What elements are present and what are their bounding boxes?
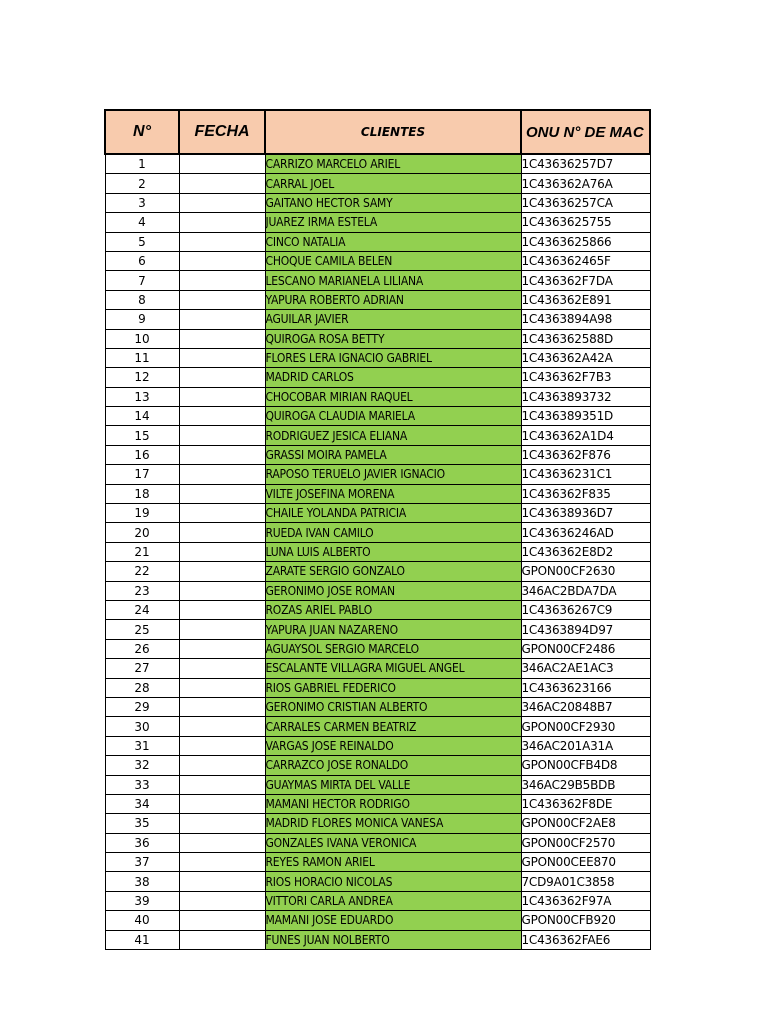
table-row <box>105 600 650 619</box>
row-fecha <box>179 387 265 406</box>
row-onu-mac: 1C43636231C1 <box>521 465 650 484</box>
table-row <box>105 465 650 484</box>
row-fecha <box>179 794 265 813</box>
table-row <box>105 174 650 193</box>
row-onu-mac: 1C43636257CA <box>521 193 650 212</box>
header-clientes: CLIENTES <box>265 110 521 154</box>
row-onu-mac: 1C4363625866 <box>521 232 650 251</box>
table-row <box>105 154 650 174</box>
row-onu-mac: 1C436362A76A <box>521 174 650 193</box>
table-row <box>105 891 650 910</box>
row-number: 35 <box>105 814 179 833</box>
row-number: 33 <box>105 775 179 794</box>
table-row <box>105 348 650 367</box>
row-cliente: CARRAZCO JOSE RONALDO <box>265 756 521 775</box>
row-number: 1 <box>105 154 179 174</box>
row-cliente: RUEDA IVAN CAMILO <box>265 523 521 542</box>
row-onu-mac: 1C436362A1D4 <box>521 426 650 445</box>
row-fecha <box>179 814 265 833</box>
row-number: 13 <box>105 387 179 406</box>
table-row <box>105 407 650 426</box>
row-number: 11 <box>105 348 179 367</box>
row-onu-mac: 1C436362FAE6 <box>521 930 650 949</box>
table-row <box>105 484 650 503</box>
row-fecha <box>179 174 265 193</box>
row-number: 19 <box>105 504 179 523</box>
row-cliente: REYES RAMON ARIEL <box>265 853 521 872</box>
row-cliente: CHOQUE CAMILA BELEN <box>265 251 521 270</box>
row-fecha <box>179 504 265 523</box>
row-cliente: RIOS GABRIEL FEDERICO <box>265 678 521 697</box>
row-cliente: QUIROGA CLAUDIA MARIELA <box>265 407 521 426</box>
row-onu-mac: 1C43636246AD <box>521 523 650 542</box>
row-cliente: VITTORI CARLA ANDREA <box>265 891 521 910</box>
row-number: 37 <box>105 853 179 872</box>
row-onu-mac: 1C436362A42A <box>521 348 650 367</box>
row-number: 17 <box>105 465 179 484</box>
row-fecha <box>179 775 265 794</box>
row-number: 16 <box>105 445 179 464</box>
row-onu-mac: GPON00CF2486 <box>521 639 650 658</box>
row-onu-mac: 1C436362588D <box>521 329 650 348</box>
row-fecha <box>179 659 265 678</box>
row-cliente: AGUILAR JAVIER <box>265 310 521 329</box>
row-onu-mac: 1C4363894A98 <box>521 310 650 329</box>
row-onu-mac: 1C43636267C9 <box>521 600 650 619</box>
row-number: 21 <box>105 542 179 561</box>
row-number: 14 <box>105 407 179 426</box>
row-number: 36 <box>105 833 179 852</box>
row-fecha <box>179 213 265 232</box>
row-fecha <box>179 833 265 852</box>
table-row <box>105 562 650 581</box>
row-fecha <box>179 368 265 387</box>
row-cliente: VARGAS JOSE REINALDO <box>265 736 521 755</box>
row-fecha <box>179 930 265 949</box>
row-onu-mac: 346AC20848B7 <box>521 697 650 716</box>
row-number: 20 <box>105 523 179 542</box>
table-row <box>105 504 650 523</box>
table-row <box>105 756 650 775</box>
row-number: 6 <box>105 251 179 270</box>
row-cliente: YAPURA ROBERTO ADRIAN <box>265 290 521 309</box>
row-number: 10 <box>105 329 179 348</box>
table-row <box>105 853 650 872</box>
row-number: 39 <box>105 891 179 910</box>
row-cliente: GERONIMO CRISTIAN ALBERTO <box>265 697 521 716</box>
row-fecha <box>179 271 265 290</box>
row-onu-mac: 1C4363623166 <box>521 678 650 697</box>
table-row <box>105 872 650 891</box>
row-number: 5 <box>105 232 179 251</box>
table-row <box>105 814 650 833</box>
table-row <box>105 736 650 755</box>
row-number: 32 <box>105 756 179 775</box>
row-cliente: GERONIMO JOSE ROMAN <box>265 581 521 600</box>
table-row <box>105 911 650 930</box>
row-fecha <box>179 562 265 581</box>
row-onu-mac: 1C436362E891 <box>521 290 650 309</box>
table-body <box>105 154 650 950</box>
row-cliente: CHAILE YOLANDA PATRICIA <box>265 504 521 523</box>
row-cliente: ESCALANTE VILLAGRA MIGUEL ANGEL <box>265 659 521 678</box>
header-number: N° <box>105 110 179 154</box>
table-row <box>105 193 650 212</box>
row-fecha <box>179 600 265 619</box>
table-row <box>105 251 650 270</box>
row-onu-mac: 1C436362F876 <box>521 445 650 464</box>
row-fecha <box>179 639 265 658</box>
row-fecha <box>179 581 265 600</box>
row-number: 26 <box>105 639 179 658</box>
row-number: 31 <box>105 736 179 755</box>
row-fecha <box>179 232 265 251</box>
row-number: 28 <box>105 678 179 697</box>
row-fecha <box>179 542 265 561</box>
table-row <box>105 717 650 736</box>
row-fecha <box>179 290 265 309</box>
row-cliente: RAPOSO TERUELO JAVIER IGNACIO <box>265 465 521 484</box>
row-onu-mac: 1C4363625755 <box>521 213 650 232</box>
row-onu-mac: GPON00CFB4D8 <box>521 756 650 775</box>
row-fecha <box>179 736 265 755</box>
row-cliente: CARRAL JOEL <box>265 174 521 193</box>
row-fecha <box>179 620 265 639</box>
row-onu-mac: GPON00CFB920 <box>521 911 650 930</box>
row-number: 9 <box>105 310 179 329</box>
row-cliente: RODRIGUEZ JESICA ELIANA <box>265 426 521 445</box>
row-onu-mac: 7CD9A01C3858 <box>521 872 650 891</box>
row-fecha <box>179 678 265 697</box>
header-row <box>105 110 650 154</box>
row-cliente: GUAYMAS MIRTA DEL VALLE <box>265 775 521 794</box>
table-row <box>105 930 650 949</box>
table-row <box>105 833 650 852</box>
row-cliente: AGUAYSOL SERGIO MARCELO <box>265 639 521 658</box>
table-row <box>105 775 650 794</box>
row-cliente: MADRID FLORES MONICA VANESA <box>265 814 521 833</box>
row-onu-mac: 1C436362F7B3 <box>521 368 650 387</box>
row-cliente: MAMANI JOSE EDUARDO <box>265 911 521 930</box>
row-onu-mac: GPON00CEE870 <box>521 853 650 872</box>
row-onu-mac: 1C436362465F <box>521 251 650 270</box>
row-cliente: VILTE JOSEFINA MORENA <box>265 484 521 503</box>
row-onu-mac: 1C43638936D7 <box>521 504 650 523</box>
row-cliente: GAITANO HECTOR SAMY <box>265 193 521 212</box>
row-number: 18 <box>105 484 179 503</box>
row-cliente: GONZALES IVANA VERONICA <box>265 833 521 852</box>
table-row <box>105 620 650 639</box>
row-onu-mac: 1C436362F7DA <box>521 271 650 290</box>
table-row <box>105 310 650 329</box>
table-row <box>105 542 650 561</box>
row-onu-mac: 1C436362F835 <box>521 484 650 503</box>
row-fecha <box>179 911 265 930</box>
row-onu-mac: 1C43636257D7 <box>521 154 650 174</box>
row-fecha <box>179 154 265 174</box>
table-row <box>105 678 650 697</box>
row-cliente: RIOS HORACIO NICOLAS <box>265 872 521 891</box>
table-row <box>105 368 650 387</box>
row-fecha <box>179 310 265 329</box>
table-row <box>105 213 650 232</box>
table-row <box>105 232 650 251</box>
row-onu-mac: 1C436362F97A <box>521 891 650 910</box>
row-onu-mac: GPON00CF2930 <box>521 717 650 736</box>
row-fecha <box>179 523 265 542</box>
row-number: 24 <box>105 600 179 619</box>
row-onu-mac: 1C436362F8DE <box>521 794 650 813</box>
table-row <box>105 329 650 348</box>
row-number: 12 <box>105 368 179 387</box>
row-onu-mac: 346AC2AE1AC3 <box>521 659 650 678</box>
clients-table <box>104 109 651 950</box>
table-row <box>105 697 650 716</box>
row-onu-mac: 1C436389351D <box>521 407 650 426</box>
row-number: 34 <box>105 794 179 813</box>
table-row <box>105 445 650 464</box>
row-number: 2 <box>105 174 179 193</box>
row-number: 38 <box>105 872 179 891</box>
row-cliente: CHOCOBAR MIRIAN RAQUEL <box>265 387 521 406</box>
row-number: 25 <box>105 620 179 639</box>
row-fecha <box>179 407 265 426</box>
row-fecha <box>179 717 265 736</box>
row-fecha <box>179 891 265 910</box>
row-number: 4 <box>105 213 179 232</box>
row-onu-mac: GPON00CF2570 <box>521 833 650 852</box>
row-number: 3 <box>105 193 179 212</box>
row-fecha <box>179 251 265 270</box>
row-cliente: ROZAS ARIEL PABLO <box>265 600 521 619</box>
row-number: 41 <box>105 930 179 949</box>
table-row <box>105 581 650 600</box>
table-row <box>105 659 650 678</box>
row-cliente: CINCO NATALIA <box>265 232 521 251</box>
row-cliente: MADRID CARLOS <box>265 368 521 387</box>
header-fecha: FECHA <box>179 110 265 154</box>
row-fecha <box>179 329 265 348</box>
row-onu-mac: 1C4363894D97 <box>521 620 650 639</box>
row-number: 30 <box>105 717 179 736</box>
row-fecha <box>179 872 265 891</box>
row-onu-mac: GPON00CF2AE8 <box>521 814 650 833</box>
row-onu-mac: 346AC29B5BDB <box>521 775 650 794</box>
table-row <box>105 271 650 290</box>
row-cliente: JUAREZ IRMA ESTELA <box>265 213 521 232</box>
row-fecha <box>179 348 265 367</box>
row-cliente: CARRIZO MARCELO ARIEL <box>265 154 521 174</box>
row-onu-mac: 1C436362E8D2 <box>521 542 650 561</box>
table-row <box>105 639 650 658</box>
row-number: 23 <box>105 581 179 600</box>
row-onu-mac: 1C4363893732 <box>521 387 650 406</box>
row-number: 8 <box>105 290 179 309</box>
row-number: 22 <box>105 562 179 581</box>
row-fecha <box>179 756 265 775</box>
row-fecha <box>179 426 265 445</box>
header-onu-mac: ONU N° DE MAC <box>521 110 650 154</box>
row-cliente: GRASSI MOIRA PAMELA <box>265 445 521 464</box>
row-number: 15 <box>105 426 179 445</box>
table-row <box>105 387 650 406</box>
row-cliente: FLORES LERA IGNACIO GABRIEL <box>265 348 521 367</box>
row-number: 27 <box>105 659 179 678</box>
row-number: 29 <box>105 697 179 716</box>
row-cliente: ZARATE SERGIO GONZALO <box>265 562 521 581</box>
row-cliente: QUIROGA ROSA BETTY <box>265 329 521 348</box>
row-fecha <box>179 465 265 484</box>
row-cliente: LESCANO MARIANELA LILIANA <box>265 271 521 290</box>
row-onu-mac: GPON00CF2630 <box>521 562 650 581</box>
row-fecha <box>179 445 265 464</box>
row-cliente: LUNA LUIS ALBERTO <box>265 542 521 561</box>
row-cliente: MAMANI HECTOR RODRIGO <box>265 794 521 813</box>
row-cliente: CARRALES CARMEN BEATRIZ <box>265 717 521 736</box>
row-cliente: FUNES JUAN NOLBERTO <box>265 930 521 949</box>
table-row <box>105 426 650 445</box>
row-number: 40 <box>105 911 179 930</box>
row-fecha <box>179 697 265 716</box>
row-fecha <box>179 853 265 872</box>
row-fecha <box>179 193 265 212</box>
row-fecha <box>179 484 265 503</box>
row-cliente: YAPURA JUAN NAZARENO <box>265 620 521 639</box>
row-number: 7 <box>105 271 179 290</box>
table-row <box>105 794 650 813</box>
row-onu-mac: 346AC2BDA7DA <box>521 581 650 600</box>
table-row <box>105 290 650 309</box>
row-onu-mac: 346AC201A31A <box>521 736 650 755</box>
table-row <box>105 523 650 542</box>
